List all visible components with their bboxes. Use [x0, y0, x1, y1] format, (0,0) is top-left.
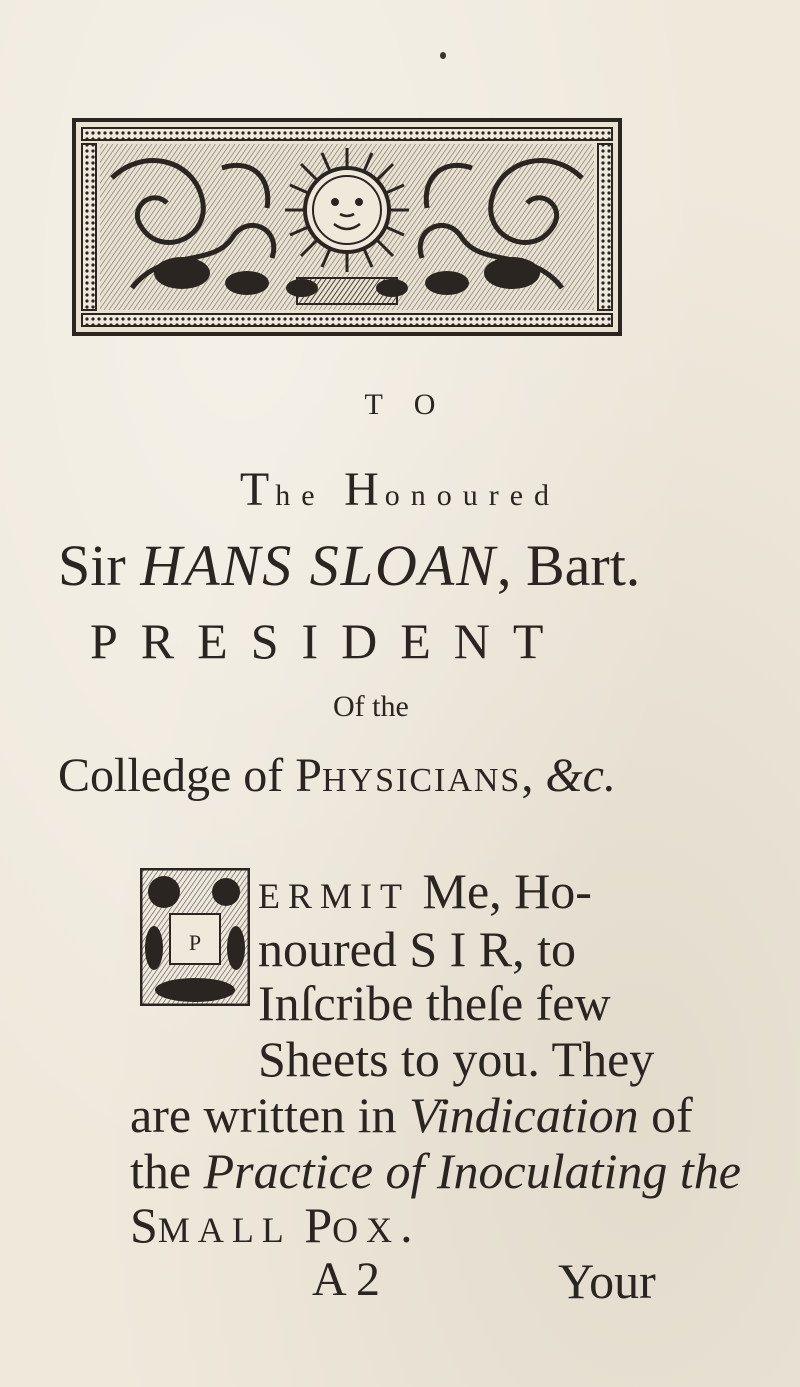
body-word-vindication: Vindication [409, 1087, 639, 1143]
of-the-line: Of the [333, 690, 409, 723]
colledge-line [58, 748, 616, 803]
dedication-honoured [0, 462, 800, 517]
body-word-ermit: ERMIT [258, 876, 410, 916]
signature-mark: A 2 [312, 1253, 381, 1306]
body-line-6 [130, 1142, 741, 1200]
title-suffix: , Bart. [496, 533, 641, 598]
president-heading: PRESIDENT [90, 613, 567, 669]
dedicatee-name: HANS SLOAN [140, 533, 497, 598]
period: . [400, 1197, 413, 1253]
physicians-word: HYSICIANS [321, 762, 522, 799]
small-word-mall: MALL [157, 1210, 292, 1250]
honoured-word-the: he [275, 479, 345, 512]
body-text-me: Me, Ho- [410, 863, 592, 919]
body-line-1 [258, 862, 592, 920]
pox-word-ox: OX [332, 1210, 401, 1250]
body-line-3: Inſcribe theſe few [258, 975, 611, 1031]
ink-speck [440, 52, 446, 59]
catchword: Your [558, 1253, 656, 1309]
small-initial-s: S [130, 1197, 158, 1253]
dedicatee-name-line [58, 532, 640, 599]
body-line-4: Sheets to you. They [258, 1031, 655, 1087]
body-text-of: of [638, 1087, 693, 1143]
dedication-to: T O [364, 388, 448, 421]
physicians-initial: P [295, 749, 322, 802]
body-line-7 [130, 1196, 413, 1254]
comma: , [521, 749, 546, 802]
initial-letter: P [188, 930, 202, 955]
body-text-the: the [130, 1143, 204, 1199]
sir-prefix: Sir [58, 533, 141, 598]
body-text-practice: Practice of Inoculating the [203, 1143, 741, 1199]
decorated-initial [140, 868, 250, 1006]
pox-initial-p: P [291, 1197, 333, 1253]
honoured-word-honoured: onoured [384, 479, 561, 512]
body-line-2: noured S I R, to [258, 921, 577, 977]
colledge-words: Colledge of [58, 749, 296, 802]
body-line-5 [130, 1086, 693, 1144]
ornamental-headpiece [72, 118, 622, 336]
etc-abbrev: &c. [545, 749, 616, 802]
honoured-initial-h: H [344, 463, 385, 516]
honoured-initial-t: T [239, 463, 276, 516]
body-text-written: are written in [130, 1087, 410, 1143]
